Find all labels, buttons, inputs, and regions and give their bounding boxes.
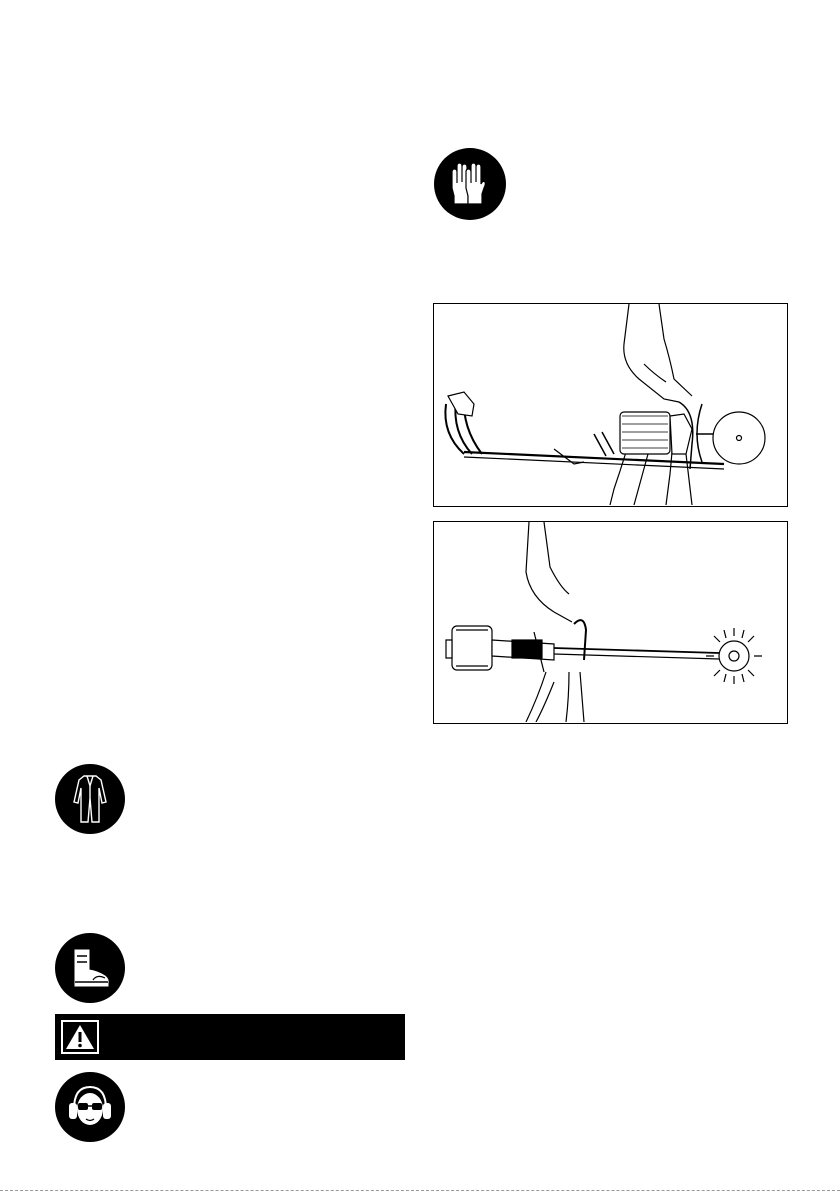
page-bottom-rule — [0, 1190, 840, 1191]
eye-ear-protection-icon — [55, 1072, 125, 1142]
warning-bar — [55, 1014, 405, 1060]
safety-boots-icon — [55, 933, 125, 1003]
warning-triangle-icon — [63, 1022, 97, 1052]
trimmer-illustration — [433, 521, 788, 724]
brushcutter-illustration — [433, 303, 788, 507]
protective-clothing-icon — [55, 764, 125, 834]
gloves-icon — [434, 148, 506, 220]
warning-triangle-box — [61, 1020, 99, 1054]
